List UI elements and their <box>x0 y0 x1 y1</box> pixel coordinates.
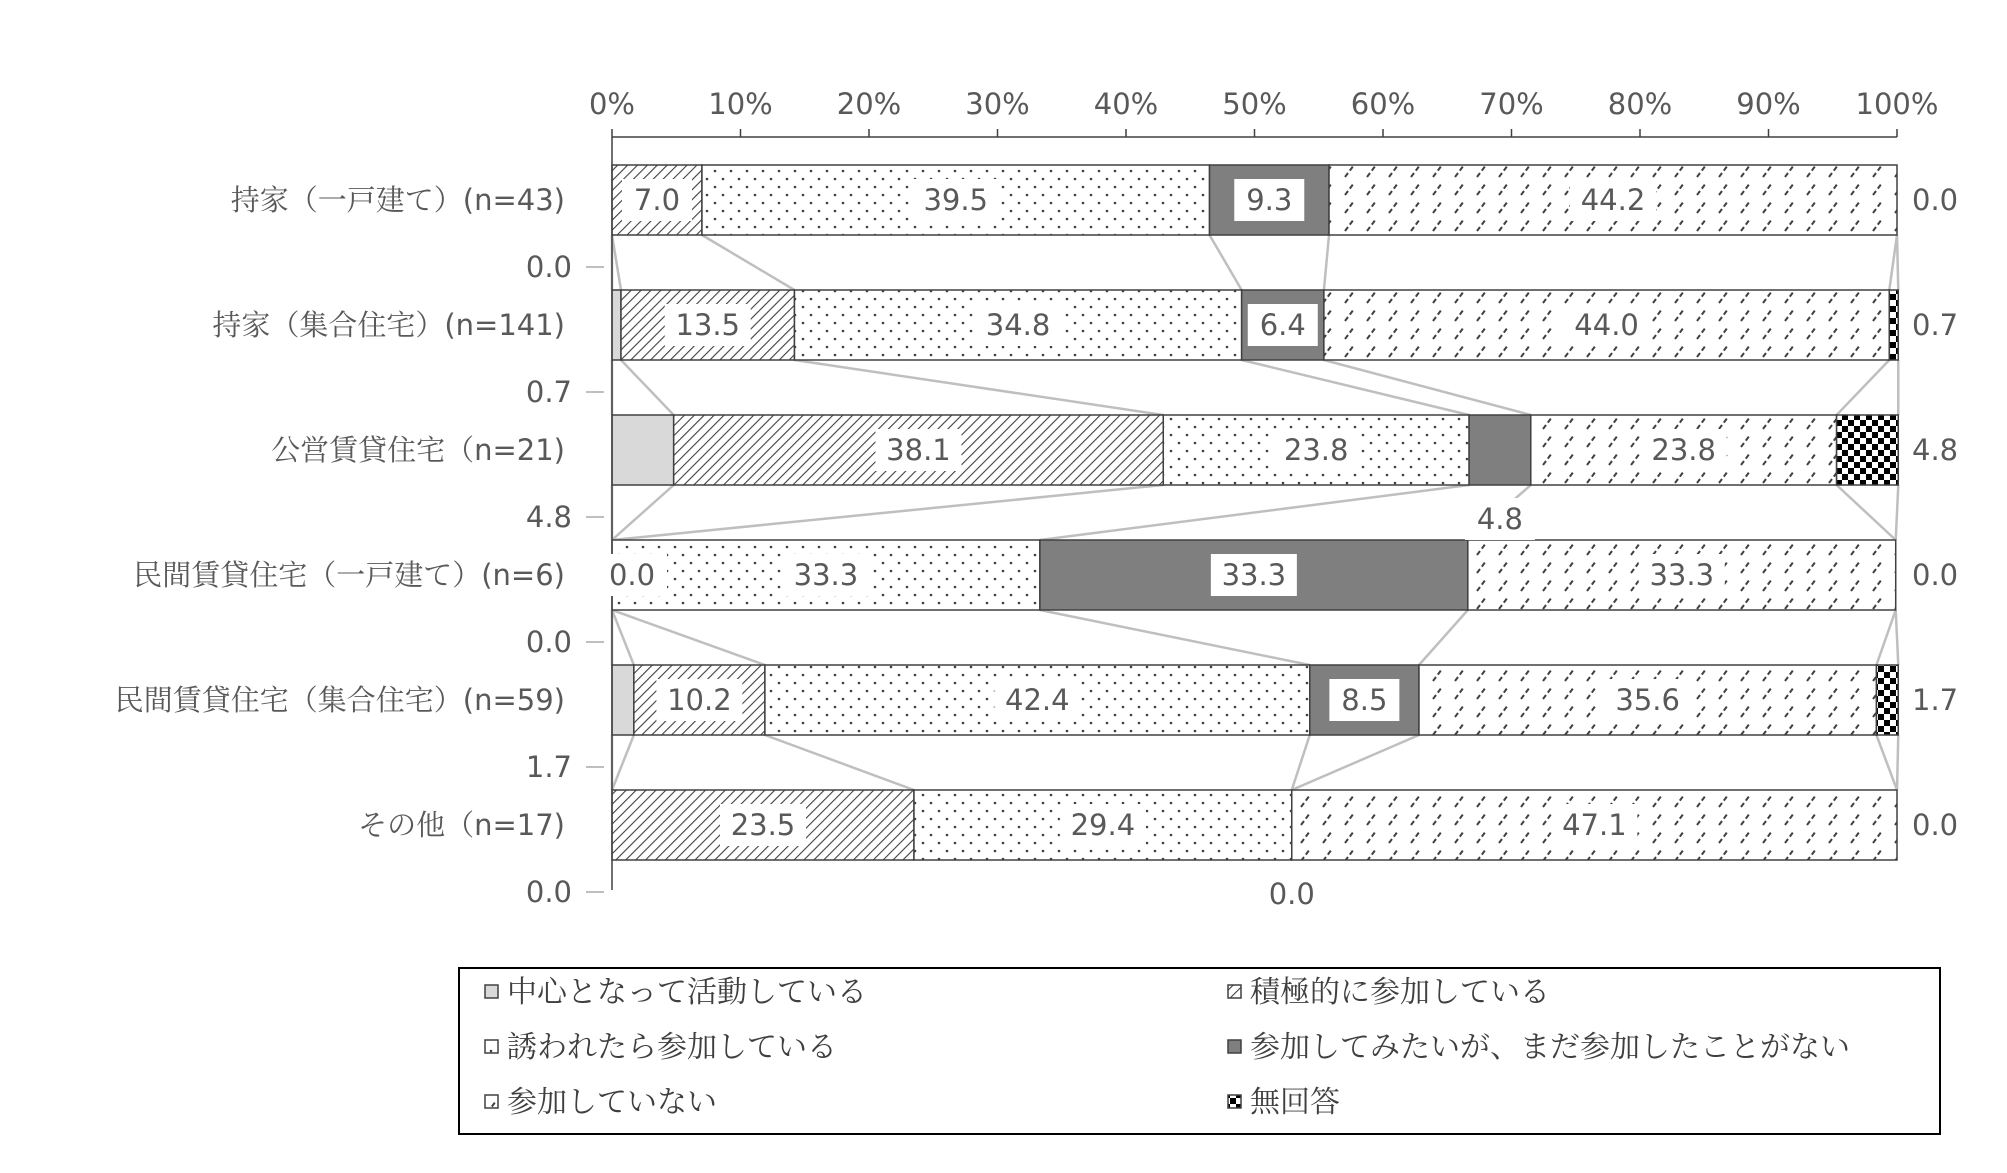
data-label-wish: 0.0 <box>1268 877 1315 911</box>
legend-label-lead: 中心となって活動している <box>507 975 867 1010</box>
data-label-noanswer: 0.0 <box>1912 808 1959 842</box>
bar-segment-lead <box>612 665 634 735</box>
x-tick-label: 50% <box>1222 87 1287 121</box>
connector-line <box>1837 485 1896 540</box>
connector-line <box>1292 735 1310 790</box>
data-label-invited: 39.5 <box>923 183 989 217</box>
legend-swatch-notjoin <box>485 1095 498 1108</box>
legend-label-active: 積極的に参加している <box>1250 975 1550 1010</box>
legend-swatch-invited <box>485 1040 498 1053</box>
x-tick-label: 80% <box>1607 87 1673 121</box>
data-label-lead: 0.0 <box>525 625 572 659</box>
connector-line <box>612 485 1163 540</box>
data-label-invited: 23.8 <box>1283 433 1349 467</box>
legend-swatch-active <box>1228 985 1241 998</box>
connector-line <box>612 735 634 790</box>
connector-line <box>612 610 634 665</box>
connector-line <box>765 735 914 790</box>
x-tick-label: 0% <box>588 87 636 121</box>
connector-line <box>1889 235 1897 290</box>
data-label-notjoin: 35.6 <box>1615 683 1680 717</box>
category-label: 持家（集合住宅）(n=141) <box>212 308 565 342</box>
x-tick-label: 70% <box>1479 87 1544 121</box>
connector-line <box>1897 735 1898 790</box>
data-label-invited: 34.8 <box>985 308 1051 342</box>
data-label-wish: 6.4 <box>1259 308 1306 342</box>
x-tick-label: 100% <box>1855 87 1939 121</box>
legend-swatch-wish <box>1228 1040 1241 1053</box>
legend-swatch-noanswer <box>1228 1095 1241 1108</box>
connector-line <box>1896 610 1899 665</box>
data-label-invited: 33.3 <box>793 558 859 592</box>
connector-line <box>612 235 621 290</box>
data-label-noanswer: 1.7 <box>1912 683 1959 717</box>
data-label-notjoin: 44.2 <box>1580 183 1646 217</box>
connector-line <box>794 360 1163 415</box>
bar-segment-noanswer <box>1876 665 1898 735</box>
legend-label-wish: 参加してみたいが、まだ参加したことがない <box>1250 1030 1850 1065</box>
category-label: 民間賃貸住宅（集合住宅）(n=59) <box>114 683 565 717</box>
data-label-invited: 29.4 <box>1070 808 1136 842</box>
bar-segment-noanswer <box>1837 415 1899 485</box>
connector-line <box>1419 610 1468 665</box>
category-label: 公営賃貸住宅（n=21) <box>271 433 565 467</box>
bar-segment-noanswer <box>1889 290 1898 360</box>
x-tick-label: 60% <box>1350 87 1416 121</box>
data-label-wish: 33.3 <box>1221 558 1287 592</box>
data-label-lead: 0.0 <box>525 250 572 284</box>
bar-segment-wish <box>1469 415 1531 485</box>
data-label-notjoin: 33.3 <box>1649 558 1715 592</box>
connector-line <box>1876 610 1895 665</box>
connector-line <box>1324 235 1329 290</box>
data-label-wish: 4.8 <box>1476 502 1523 536</box>
data-label-lead: 1.7 <box>525 750 572 784</box>
category-label: 持家（一戸建て）(n=43) <box>230 183 565 217</box>
legend-label-invited: 誘われたら参加している <box>507 1030 837 1065</box>
data-label-notjoin: 23.8 <box>1651 433 1716 467</box>
data-label-notjoin: 47.1 <box>1562 808 1627 842</box>
connector-line <box>1897 235 1898 290</box>
connector-line <box>612 485 674 540</box>
data-label-lead: 4.8 <box>525 500 572 534</box>
data-label-wish: 8.5 <box>1341 683 1388 717</box>
data-label-invited: 42.4 <box>1005 683 1070 717</box>
legend-label-notjoin: 参加していない <box>507 1085 717 1120</box>
data-label-notjoin: 44.0 <box>1574 308 1639 342</box>
x-tick-label: 20% <box>836 87 902 121</box>
connector-line <box>702 235 795 290</box>
category-label: 民間賃貸住宅（一戸建て）(n=6) <box>133 558 565 592</box>
x-tick-label: 30% <box>965 87 1030 121</box>
legend-swatch-lead <box>485 985 498 998</box>
x-tick-label: 10% <box>708 87 773 121</box>
data-label-noanswer: 0.7 <box>1912 308 1959 342</box>
connector-line <box>1040 485 1469 540</box>
connector-line <box>621 360 674 415</box>
legend-label-noanswer: 無回答 <box>1250 1085 1340 1120</box>
bar-segment-lead <box>612 290 621 360</box>
connector-line <box>1896 485 1899 540</box>
data-label-wish: 9.3 <box>1246 183 1293 217</box>
connector-line <box>1292 735 1419 790</box>
data-label-noanswer: 0.0 <box>1912 558 1959 592</box>
data-label-active: 0.0 <box>608 558 656 592</box>
x-tick-label: 40% <box>1093 87 1159 121</box>
connector-line <box>1837 360 1890 415</box>
bar-segment-lead <box>612 415 674 485</box>
data-label-lead: 0.7 <box>525 375 572 409</box>
data-label-active: 13.5 <box>675 308 741 342</box>
data-label-active: 7.0 <box>633 183 681 217</box>
data-label-active: 10.2 <box>667 683 732 717</box>
connector-line <box>612 610 765 665</box>
legend <box>459 968 1940 1134</box>
data-label-noanswer: 4.8 <box>1912 433 1959 467</box>
data-label-lead: 0.0 <box>525 875 572 909</box>
x-tick-label: 90% <box>1736 87 1801 121</box>
category-label: その他（n=17) <box>358 808 565 842</box>
connector-line <box>1210 235 1242 290</box>
connector-line <box>1040 610 1310 665</box>
connector-line <box>1876 735 1897 790</box>
data-label-active: 38.1 <box>886 433 951 467</box>
data-label-noanswer: 0.0 <box>1912 183 1959 217</box>
data-label-active: 23.5 <box>730 808 796 842</box>
